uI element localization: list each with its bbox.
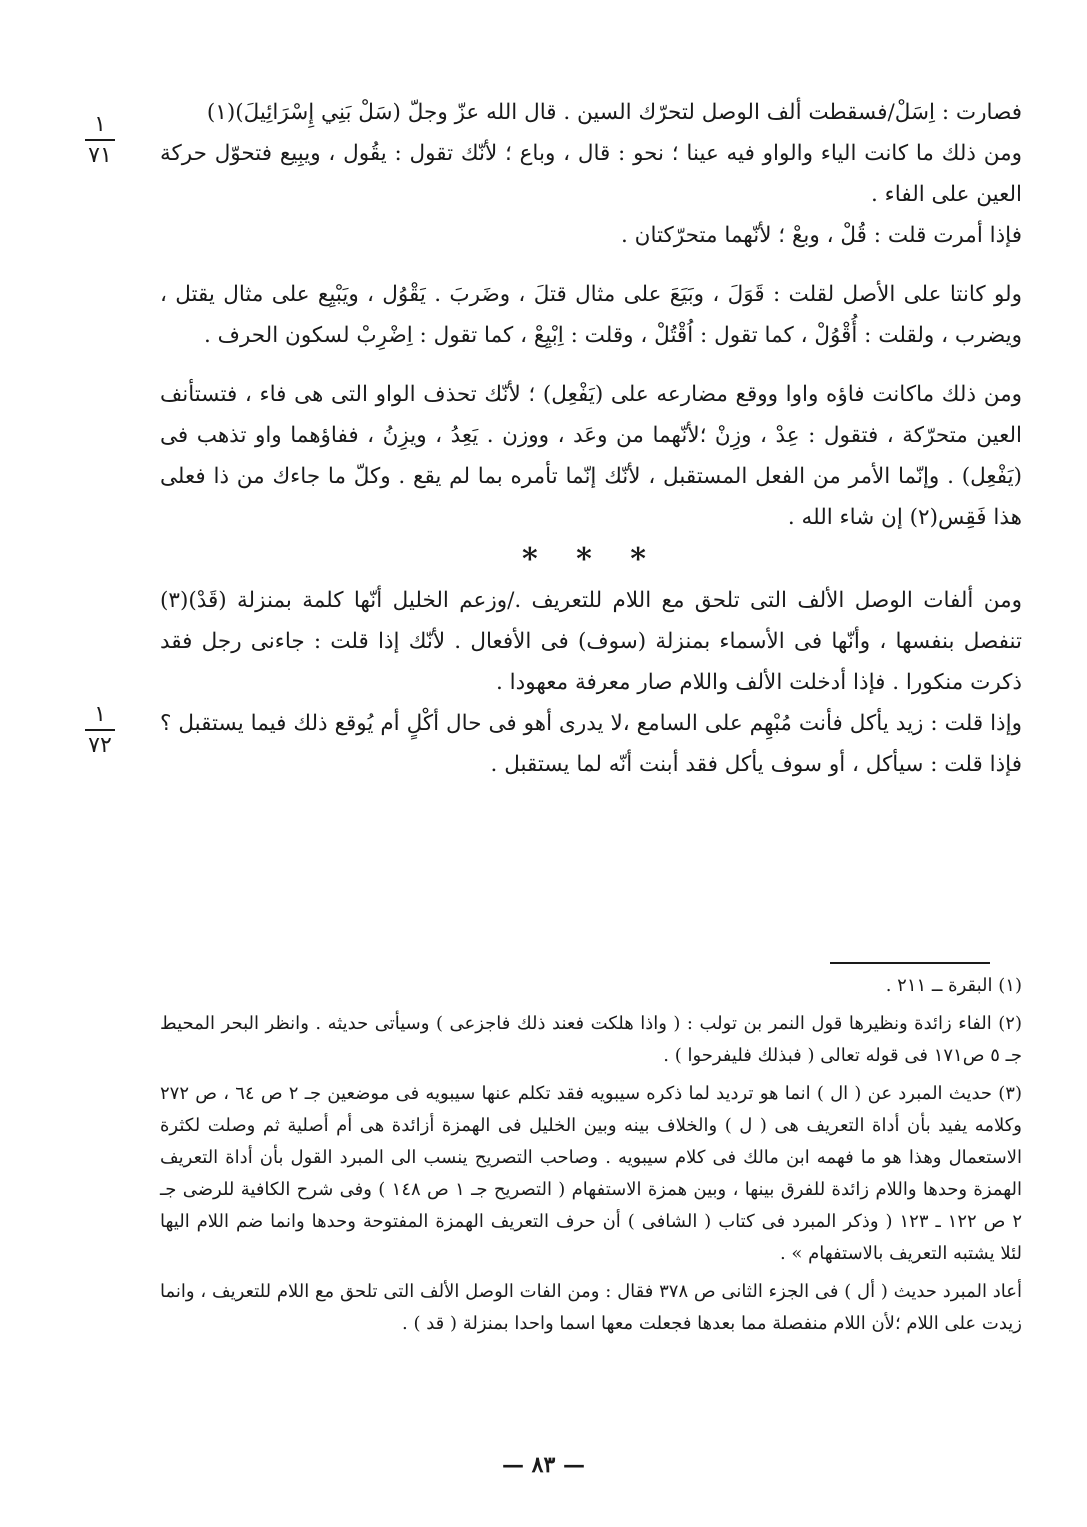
paragraph-5: ومن ذلك ماكانت فاؤه واوا ووقع مضارعه على (يَفْعِل) ؛ لأنّك تحذف الواو التى هى فاء ، فتستأنف العين متحرّكة ، فتقول : عِدْ ، وزِنْ ؛لأنّهما من وعَد ، ووزن . يَعِدُ ، ويزِنُ ، ففاؤهما واو تذهب فى (يَفْعِل) . وإنّما الأمر من الفعل المستقبل ، لأنّك إنّما تأمره بما لم يقع . وكلّ ما جاءك من ذا فعلى هذا فَقِس(٢) إن شاء الله . [160,382,1022,530]
margin-reference-72 [70,702,130,759]
paragraph-2: ومن ذلك ما كانت الياء والواو فيه عينا ؛ نحو : قال ، وباع ؛ لأنّك تقول : يقُول ، ويبِيع فتحوّل حركة العين على الفاء . [160,141,1022,207]
footnote-rule [830,962,990,964]
margin-reference-71 [70,112,130,169]
footnote-4: أعاد المبرد حديث ( أل ) فى الجزء الثانى ص ٣٧٨ فقال : ومن الفات الوصل الألف التى تلحق مع اللام للتعريف ، وانما زيدت على اللام ؛لأن اللام منفصلة مما بعدها فجعلت معها اسما واحدا بمنزلة ( قد ) . [160,1281,1022,1334]
paragraph-gap [160,256,1022,274]
paragraph-4: ولو كانتا على الأصل لقلت : قَوَلَ ، وبَيَعَ على مثال قتلَ ، وضَربَ . يَقْوُل ، ويَبْيِع على مثال يقتل ، ويضرب ، ولقلت : أُقْوُلْ ، كما تقول : اُقْتُلْ ، وقلت : اِبْيِعْ ، كما تقول : اِضْرِبْ لسكون الحرف . [160,282,1022,348]
margin-ref-bar [85,139,115,141]
margin-ref-bottom: ٧١ [88,143,112,169]
margin-ref-bar [85,729,115,731]
main-text [160,92,1022,785]
paragraph-1: فصارت : اِسَلْ/فسقطت ألف الوصل لتحرّك السين . قال الله عزّ وجلّ (سَلْ بَنِي إِسْرَائِيلَ)(١) [206,100,1022,125]
paragraph-6: ومن ألفات الوصل الألف التى تلحق مع اللام للتعريف ./وزعم الخليل أنّها كلمة بمنزلة (قَدْ)(٣) تنفصل بنفسها ، وأنّها فى الأسماء بمنزلة (سوف) فى الأفعال . لأنّك إذا قلت : جاءنى رجل فقد ذكرت منكورا . فإذا أدخلت الألف واللام صار معرفة معهودا . [160,588,1022,695]
footnote-1: (١) البقرة ــ ٢١١ . [885,975,1022,996]
paragraph-gap [160,356,1022,374]
footnote-3: (٣) حديث المبرد عن ( ال ) انما هو ترديد لما ذكره سيبويه فقد تكلم عنها سيبويه فى موضعين جـ ٢ ص ٦٤ ، ص ٢٧٢ وكلامه يفيد بأن أداة التعريف هى ( ل ) والخلاف بينه وبين الخليل فى الهمزة أزائدة هى أم أصلية ثم وصلت لكثرة الاستعمال وهذا هو ما فهمه ابن مالك فى كلام سيبويه . وصاحب التصريح ينسب الى المبرد القول بأن أداة التعريف الهمزة وحدها واللام زائدة للفرق بينها ، وبين همزة الاستفهام ( التصريح جـ ١ ص ١٤٨ ) وفى شرح الكافية للرضى جـ ٢ ص ١٢٢ ـ ١٢٣ ( وذكر المبرد فى كتاب ( الشافى ) أن حرف التعريف الهمزة المفتوحة وحدها وانما ضم اللام اليها لئلا يشتبه التعريف بالاستفهام » . [160,1083,1022,1264]
margin-ref-top: ١ [94,112,106,137]
paragraph-3: فإذا أمرت قلت : قُلْ ، وبعْ ؛ لأنّهما متحرّكتان . [621,223,1022,248]
footnote-2: (٢) الفاء زائدة ونظيرها قول النمر بن تولب : ( واذا هلكت فعند ذلك فاجزعى ) وسيأتى حديثه . وانظر البحر المحيط جـ ٥ ص١٧١ فى قوله تعالى ( فبذلك فليفرحوا ) . [160,1013,1022,1066]
margin-ref-bottom: ٧٢ [88,733,112,759]
footnotes [160,970,1022,1346]
section-separator-stars: * * * [522,542,660,577]
page-number: — ٨٣ — [502,1452,585,1478]
margin-ref-top: ١ [94,702,106,727]
paragraph-7: وإذا قلت : زيد يأكل فأنت مُبْهِم على السامع ،لا يدرى أهو فى حال أكْلٍ أم يُوقع ذلك فيما يستقبل ؟ فإذا قلت : سيأكل ، أو سوف يأكل فقد أبنت أنّه لما يستقبل . [160,711,1022,777]
